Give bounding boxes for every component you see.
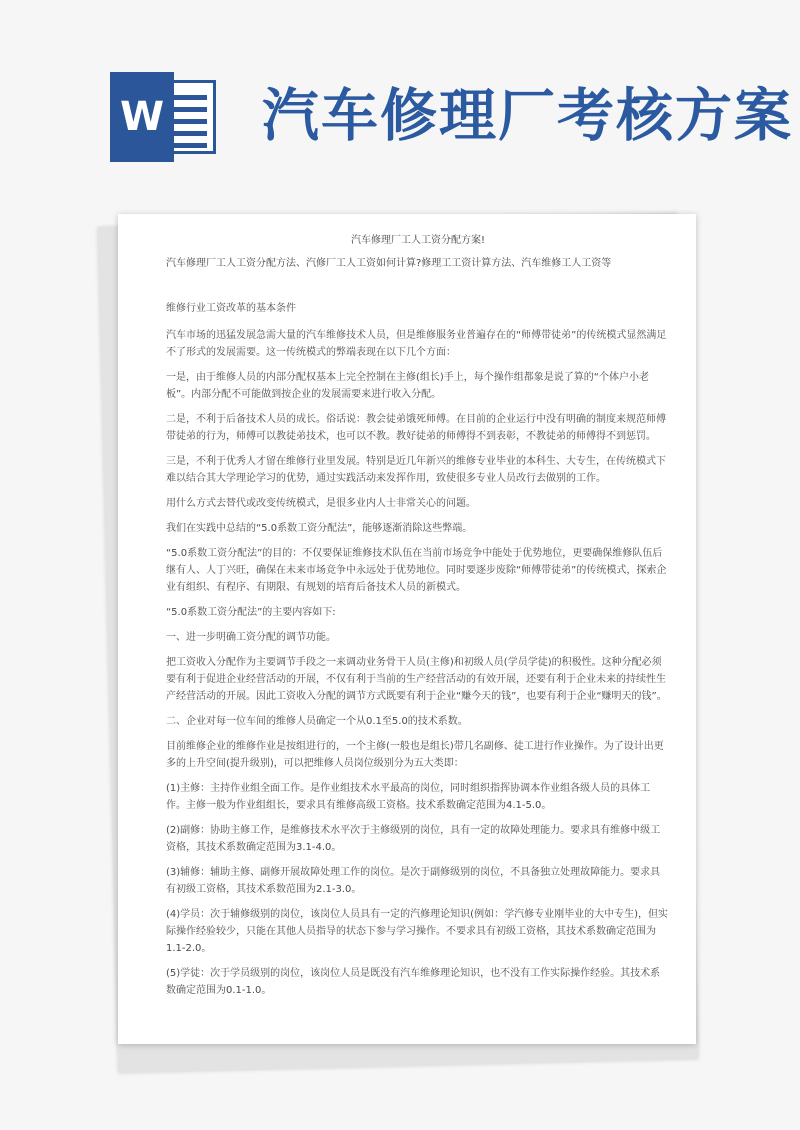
paragraph: 用什么方式去替代或改变传统模式，是很多业内人士非常关心的问题。 xyxy=(166,498,476,509)
paragraph: 我们在实践中总结的“5.0系数工资分配法”，能够逐渐消除这些弊端。 xyxy=(166,523,473,534)
document-subtitle: 汽车修理厂工人工资分配方法、汽修厂工人工资如何计算?修理工工资计算方法、汽车维修工人工资等 xyxy=(166,258,612,269)
paragraph: 把工资收入分配作为主要调节手段之一来调动业务骨干人员(主修)和初级人员(学员学徒)的积极性。这种分配必须要有利于促进企业经营活动的开展，不仅有利于当前的生产经营活动的有效开展，还要有利于企业未来的持续性生产经营活动的开展。因此工资收入分配的调节方式既要有利于企业“赚今天的钱”，也要有利于企业“赚明天的钱”。 xyxy=(166,657,667,702)
paragraph: “5.0系数工资分配法”的主要内容如下: xyxy=(166,607,336,618)
paragraph: “5.0系数工资分配法”的目的：不仅要保证维修技术队伍在当前市场竞争中能处于优势地位，更要确保维修队伍后继有人、人丁兴旺，确保在未来市场竞争中永远处于优势地位。同时要逐步废除“师傅带徒弟”的传统模式，探索企业有组织、有程序、有期限、有规划的培育后备技术人员的新模式。 xyxy=(166,548,667,593)
paragraph: 汽车市场的迅猛发展急需大量的汽车维修技术人员，但是维修服务业普遍存在的“师傅带徒弟”的传统模式显然满足不了形式的发展需要。这一传统模式的弊端表现在以下几个方面： xyxy=(166,330,667,358)
word-document-icon xyxy=(110,72,220,162)
paragraph: 一是，由于维修人员的内部分配权基本上完全控制在主修(组长)手上，每个操作组都象是说了算的“个体户小老板”。内部分配不可能做到按企业的发展需要来进行收入分配。 xyxy=(166,372,649,400)
paragraph: 目前维修企业的维修作业是按组进行的，一个主修(一般也是组长)带几名副修、徒工进行作业操作。为了设计出更多的上升空间(提升级别)，可以把维修人员岗位级别分为五大类即： xyxy=(166,741,664,769)
paragraph: 三是，不利于优秀人才留在维修行业里发展。特别是近几年新兴的维修专业毕业的本科生、大专生，在传统模式下难以结合其大学理论学习的优势，通过实践活动来发挥作用，致使很多专业人员改行去做别的工作。 xyxy=(166,456,666,484)
word-logo-letter: W xyxy=(110,72,174,162)
list-item: (4)学员：次于辅修级别的岗位，该岗位人员具有一定的汽修理论知识(例如：学汽修专业刚毕业的大中专生)，但实际操作经验较少，只能在其他人员指导的状态下参与学习操作。不要求具有初级工资格，其技术系数确定范围为1.1-2.0。 xyxy=(166,909,668,954)
document-title: 汽车修理厂工人工资分配方案! xyxy=(350,235,485,246)
header-banner xyxy=(0,0,800,205)
section-heading: 维修行业工资改革的基本条件 xyxy=(166,303,296,314)
list-item: (3)辅修：辅助主修、副修开展故障处理工作的岗位。是次于副修级别的岗位，不具备独立处理故障能力。要求具有初级工资格，其技术系数范围为2.1-3.0。 xyxy=(166,867,661,895)
paragraph: 二是，不利于后备技术人员的成长。俗话说：教会徒弟饿死师傅。在目前的企业运行中没有明确的制度来规范师傅带徒弟的行为，师傅可以教徒弟技术，也可以不教。教好徒弟的师傅得不到表彰，不教徒弟的师傅得不到惩罚。 xyxy=(166,414,666,442)
section-heading: 一、进一步明确工资分配的调节功能。 xyxy=(166,632,336,643)
list-item: (5)学徒：次于学员级别的岗位，该岗位人员是既没有汽车维修理论知识，也不没有工作实际操作经验。其技术系数确定范围为0.1-1.0。 xyxy=(166,968,661,996)
section-heading: 二、企业对每一位车间的维修人员确定一个从0.1至5.0的技术系数。 xyxy=(166,716,468,727)
list-item: (2)副修：协助主修工作，是维修技术水平次于主修级别的岗位，具有一定的故障处理能力。要求具有维修中级工资格，其技术系数确定范围为3.1-4.0。 xyxy=(166,825,661,853)
page-title: 汽车修理厂考核方案 xyxy=(262,82,793,149)
list-item: (1)主修：主持作业组全面工作。是作业组技术水平最高的岗位，同时组织指挥协调本作业组各级人员的具体工作。主修一般为作业组组长，要求具有维修高级工资格。技术系数确定范围为4.1-5.0。 xyxy=(166,783,651,811)
document-page xyxy=(118,214,696,1044)
